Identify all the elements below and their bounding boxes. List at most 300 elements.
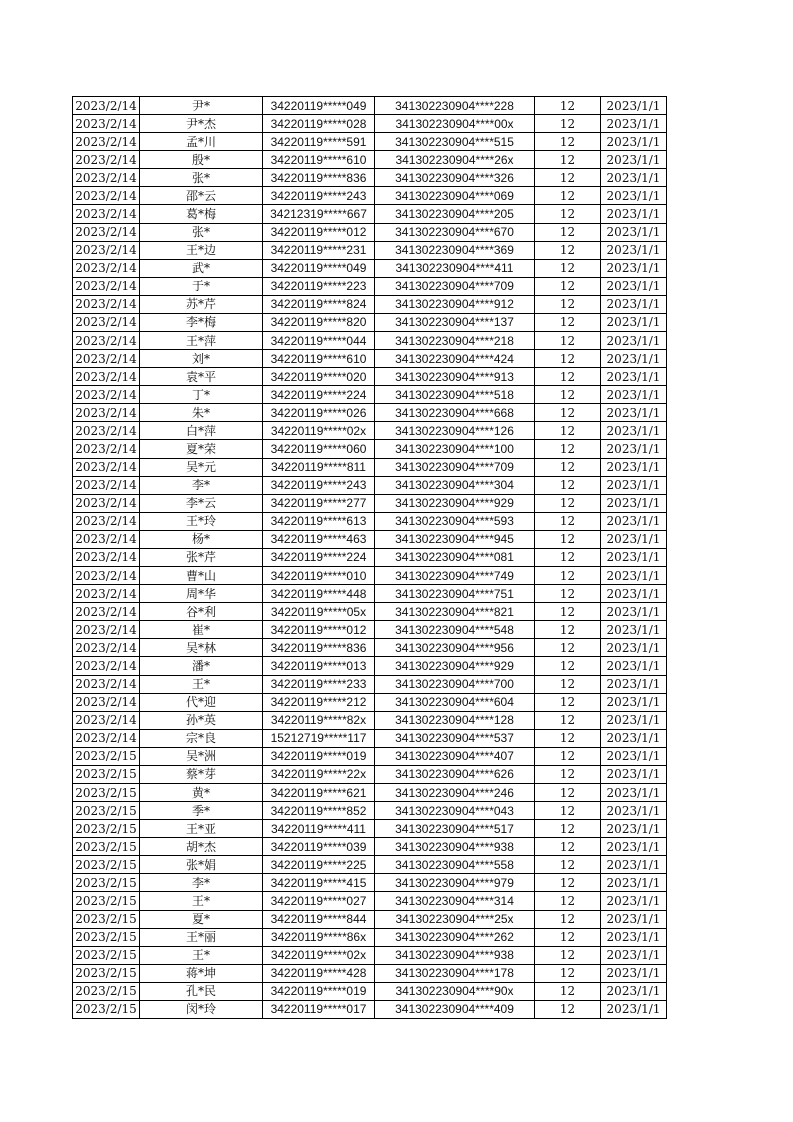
cell-date: 2023/2/14	[73, 386, 140, 404]
cell-account-number: 341302230904****246	[375, 783, 535, 801]
cell-date: 2023/2/15	[73, 820, 140, 838]
cell-months: 12	[535, 928, 601, 946]
cell-id-number: 34220119*****044	[263, 332, 375, 350]
cell-months: 12	[535, 259, 601, 277]
cell-account-number: 341302230904****043	[375, 802, 535, 820]
cell-date: 2023/2/14	[73, 115, 140, 133]
cell-start-date: 2023/1/1	[601, 422, 667, 440]
cell-name: 杨*	[140, 530, 263, 548]
cell-months: 12	[535, 133, 601, 151]
cell-account-number: 341302230904****938	[375, 838, 535, 856]
cell-date: 2023/2/14	[73, 313, 140, 331]
cell-date: 2023/2/15	[73, 1000, 140, 1018]
cell-id-number: 15212719*****117	[263, 729, 375, 747]
cell-start-date: 2023/1/1	[601, 386, 667, 404]
cell-id-number: 34220119*****231	[263, 241, 375, 259]
cell-name: 李*云	[140, 494, 263, 512]
cell-id-number: 34220119*****824	[263, 295, 375, 313]
table-row	[73, 151, 667, 169]
table-row	[73, 386, 667, 404]
table-row	[73, 350, 667, 368]
cell-name: 崔*	[140, 621, 263, 639]
cell-name: 潘*	[140, 657, 263, 675]
cell-start-date: 2023/1/1	[601, 783, 667, 801]
cell-name: 苏*芹	[140, 295, 263, 313]
table-row	[73, 820, 667, 838]
cell-months: 12	[535, 892, 601, 910]
cell-start-date: 2023/1/1	[601, 205, 667, 223]
cell-months: 12	[535, 585, 601, 603]
cell-start-date: 2023/1/1	[601, 1000, 667, 1018]
cell-date: 2023/2/14	[73, 693, 140, 711]
table-row	[73, 332, 667, 350]
cell-date: 2023/2/14	[73, 657, 140, 675]
cell-id-number: 34220119*****026	[263, 404, 375, 422]
cell-account-number: 341302230904****409	[375, 1000, 535, 1018]
cell-start-date: 2023/1/1	[601, 169, 667, 187]
cell-name: 李*梅	[140, 313, 263, 331]
cell-name: 尹*	[140, 97, 263, 115]
cell-months: 12	[535, 639, 601, 657]
cell-date: 2023/2/14	[73, 621, 140, 639]
table-row	[73, 874, 667, 892]
cell-start-date: 2023/1/1	[601, 350, 667, 368]
cell-months: 12	[535, 603, 601, 621]
cell-account-number: 341302230904****369	[375, 241, 535, 259]
cell-months: 12	[535, 910, 601, 928]
cell-start-date: 2023/1/1	[601, 259, 667, 277]
cell-months: 12	[535, 530, 601, 548]
table-row	[73, 313, 667, 331]
cell-date: 2023/2/14	[73, 133, 140, 151]
cell-months: 12	[535, 205, 601, 223]
cell-start-date: 2023/1/1	[601, 928, 667, 946]
cell-date: 2023/2/14	[73, 404, 140, 422]
cell-months: 12	[535, 277, 601, 295]
cell-account-number: 341302230904****670	[375, 223, 535, 241]
table-row	[73, 115, 667, 133]
cell-name: 王*玲	[140, 512, 263, 530]
cell-months: 12	[535, 440, 601, 458]
table-row	[73, 892, 667, 910]
cell-name: 白*萍	[140, 422, 263, 440]
cell-account-number: 341302230904****938	[375, 946, 535, 964]
table-row	[73, 711, 667, 729]
cell-name: 谷*利	[140, 603, 263, 621]
cell-id-number: 34220119*****010	[263, 567, 375, 585]
cell-date: 2023/2/15	[73, 747, 140, 765]
cell-id-number: 34220119*****019	[263, 747, 375, 765]
cell-account-number: 341302230904****751	[375, 585, 535, 603]
cell-start-date: 2023/1/1	[601, 838, 667, 856]
cell-start-date: 2023/1/1	[601, 567, 667, 585]
cell-date: 2023/2/15	[73, 802, 140, 820]
cell-start-date: 2023/1/1	[601, 368, 667, 386]
cell-account-number: 341302230904****518	[375, 386, 535, 404]
cell-start-date: 2023/1/1	[601, 693, 667, 711]
cell-account-number: 341302230904****626	[375, 765, 535, 783]
cell-id-number: 34220119*****012	[263, 621, 375, 639]
cell-months: 12	[535, 621, 601, 639]
table-row	[73, 783, 667, 801]
cell-start-date: 2023/1/1	[601, 765, 667, 783]
cell-name: 孙*英	[140, 711, 263, 729]
cell-name: 李*	[140, 476, 263, 494]
cell-months: 12	[535, 838, 601, 856]
cell-id-number: 34220119*****621	[263, 783, 375, 801]
cell-account-number: 341302230904****26x	[375, 151, 535, 169]
cell-start-date: 2023/1/1	[601, 440, 667, 458]
cell-months: 12	[535, 350, 601, 368]
table-row	[73, 838, 667, 856]
cell-account-number: 341302230904****081	[375, 548, 535, 566]
table-row	[73, 422, 667, 440]
cell-months: 12	[535, 856, 601, 874]
cell-months: 12	[535, 332, 601, 350]
table-row	[73, 404, 667, 422]
cell-date: 2023/2/14	[73, 530, 140, 548]
cell-name: 周*华	[140, 585, 263, 603]
table-row	[73, 458, 667, 476]
table-row	[73, 982, 667, 1000]
cell-account-number: 341302230904****515	[375, 133, 535, 151]
cell-id-number: 34220119*****039	[263, 838, 375, 856]
cell-id-number: 34220119*****428	[263, 964, 375, 982]
table-row	[73, 567, 667, 585]
cell-start-date: 2023/1/1	[601, 657, 667, 675]
cell-id-number: 34220119*****017	[263, 1000, 375, 1018]
cell-id-number: 34220119*****613	[263, 512, 375, 530]
table-row	[73, 277, 667, 295]
table-row	[73, 295, 667, 313]
cell-start-date: 2023/1/1	[601, 277, 667, 295]
cell-months: 12	[535, 747, 601, 765]
cell-start-date: 2023/1/1	[601, 946, 667, 964]
cell-id-number: 34220119*****411	[263, 820, 375, 838]
cell-account-number: 341302230904****537	[375, 729, 535, 747]
cell-start-date: 2023/1/1	[601, 910, 667, 928]
cell-name: 蒋*坤	[140, 964, 263, 982]
cell-name: 刘*	[140, 350, 263, 368]
cell-name: 王*	[140, 946, 263, 964]
table-row	[73, 765, 667, 783]
cell-name: 王*萍	[140, 332, 263, 350]
cell-account-number: 341302230904****979	[375, 874, 535, 892]
cell-id-number: 34220119*****277	[263, 494, 375, 512]
cell-account-number: 341302230904****593	[375, 512, 535, 530]
cell-id-number: 34220119*****610	[263, 151, 375, 169]
table-row	[73, 368, 667, 386]
cell-date: 2023/2/14	[73, 440, 140, 458]
cell-start-date: 2023/1/1	[601, 892, 667, 910]
cell-start-date: 2023/1/1	[601, 404, 667, 422]
table-row	[73, 494, 667, 512]
cell-start-date: 2023/1/1	[601, 802, 667, 820]
cell-name: 王*边	[140, 241, 263, 259]
table-row	[73, 603, 667, 621]
cell-account-number: 341302230904****411	[375, 259, 535, 277]
cell-months: 12	[535, 386, 601, 404]
cell-months: 12	[535, 711, 601, 729]
table-row	[73, 910, 667, 928]
cell-date: 2023/2/14	[73, 675, 140, 693]
cell-date: 2023/2/15	[73, 838, 140, 856]
cell-account-number: 341302230904****604	[375, 693, 535, 711]
cell-id-number: 34220119*****02x	[263, 946, 375, 964]
cell-account-number: 341302230904****548	[375, 621, 535, 639]
cell-date: 2023/2/14	[73, 639, 140, 657]
cell-date: 2023/2/14	[73, 151, 140, 169]
cell-account-number: 341302230904****137	[375, 313, 535, 331]
cell-months: 12	[535, 169, 601, 187]
table-row	[73, 476, 667, 494]
cell-date: 2023/2/14	[73, 241, 140, 259]
table-row	[73, 530, 667, 548]
cell-name: 王*	[140, 892, 263, 910]
cell-date: 2023/2/15	[73, 910, 140, 928]
table-row	[73, 223, 667, 241]
cell-months: 12	[535, 422, 601, 440]
cell-name: 吴*元	[140, 458, 263, 476]
cell-name: 孔*民	[140, 982, 263, 1000]
cell-name: 夏*	[140, 910, 263, 928]
cell-months: 12	[535, 946, 601, 964]
cell-id-number: 34220119*****060	[263, 440, 375, 458]
cell-account-number: 341302230904****700	[375, 675, 535, 693]
cell-account-number: 341302230904****128	[375, 711, 535, 729]
cell-account-number: 341302230904****912	[375, 295, 535, 313]
cell-id-number: 34220119*****012	[263, 223, 375, 241]
cell-date: 2023/2/15	[73, 856, 140, 874]
cell-account-number: 341302230904****25x	[375, 910, 535, 928]
cell-months: 12	[535, 458, 601, 476]
cell-start-date: 2023/1/1	[601, 476, 667, 494]
cell-name: 夏*荣	[140, 440, 263, 458]
table-row	[73, 928, 667, 946]
cell-id-number: 34220119*****836	[263, 169, 375, 187]
cell-account-number: 341302230904****424	[375, 350, 535, 368]
table-row	[73, 675, 667, 693]
cell-date: 2023/2/14	[73, 97, 140, 115]
cell-start-date: 2023/1/1	[601, 512, 667, 530]
cell-account-number: 341302230904****126	[375, 422, 535, 440]
cell-start-date: 2023/1/1	[601, 603, 667, 621]
cell-name: 张*	[140, 169, 263, 187]
cell-id-number: 34220119*****225	[263, 856, 375, 874]
cell-name: 孟*川	[140, 133, 263, 151]
cell-name: 武*	[140, 259, 263, 277]
cell-date: 2023/2/15	[73, 783, 140, 801]
cell-start-date: 2023/1/1	[601, 530, 667, 548]
cell-account-number: 341302230904****205	[375, 205, 535, 223]
cell-name: 丁*	[140, 386, 263, 404]
cell-date: 2023/2/14	[73, 295, 140, 313]
cell-date: 2023/2/14	[73, 332, 140, 350]
cell-months: 12	[535, 313, 601, 331]
cell-months: 12	[535, 982, 601, 1000]
cell-id-number: 34220119*****049	[263, 97, 375, 115]
table-row	[73, 802, 667, 820]
cell-months: 12	[535, 802, 601, 820]
table-row	[73, 133, 667, 151]
cell-id-number: 34220119*****224	[263, 386, 375, 404]
table-row	[73, 259, 667, 277]
cell-months: 12	[535, 567, 601, 585]
cell-account-number: 341302230904****326	[375, 169, 535, 187]
table-row	[73, 729, 667, 747]
cell-id-number: 34220119*****027	[263, 892, 375, 910]
cell-date: 2023/2/15	[73, 874, 140, 892]
cell-account-number: 341302230904****668	[375, 404, 535, 422]
cell-date: 2023/2/14	[73, 187, 140, 205]
cell-id-number: 34220119*****212	[263, 693, 375, 711]
table-row	[73, 97, 667, 115]
cell-name: 殷*	[140, 151, 263, 169]
cell-account-number: 341302230904****069	[375, 187, 535, 205]
cell-start-date: 2023/1/1	[601, 295, 667, 313]
cell-id-number: 34220119*****86x	[263, 928, 375, 946]
cell-account-number: 341302230904****821	[375, 603, 535, 621]
cell-date: 2023/2/15	[73, 928, 140, 946]
cell-id-number: 34220119*****852	[263, 802, 375, 820]
table-row	[73, 856, 667, 874]
cell-months: 12	[535, 765, 601, 783]
cell-id-number: 34220119*****019	[263, 982, 375, 1000]
cell-id-number: 34220119*****415	[263, 874, 375, 892]
cell-date: 2023/2/14	[73, 585, 140, 603]
cell-start-date: 2023/1/1	[601, 151, 667, 169]
records-table	[72, 96, 667, 1019]
table-row	[73, 657, 667, 675]
cell-account-number: 341302230904****00x	[375, 115, 535, 133]
cell-id-number: 34220119*****836	[263, 639, 375, 657]
cell-start-date: 2023/1/1	[601, 856, 667, 874]
cell-account-number: 341302230904****945	[375, 530, 535, 548]
cell-account-number: 341302230904****517	[375, 820, 535, 838]
cell-months: 12	[535, 476, 601, 494]
cell-months: 12	[535, 494, 601, 512]
cell-id-number: 34220119*****224	[263, 548, 375, 566]
cell-months: 12	[535, 675, 601, 693]
cell-start-date: 2023/1/1	[601, 494, 667, 512]
cell-date: 2023/2/14	[73, 259, 140, 277]
cell-id-number: 34220119*****243	[263, 187, 375, 205]
cell-id-number: 34212319*****667	[263, 205, 375, 223]
cell-date: 2023/2/14	[73, 422, 140, 440]
cell-months: 12	[535, 241, 601, 259]
cell-date: 2023/2/14	[73, 350, 140, 368]
cell-name: 闵*玲	[140, 1000, 263, 1018]
cell-months: 12	[535, 295, 601, 313]
cell-account-number: 341302230904****304	[375, 476, 535, 494]
cell-account-number: 341302230904****100	[375, 440, 535, 458]
table-row	[73, 548, 667, 566]
table-row	[73, 621, 667, 639]
cell-months: 12	[535, 657, 601, 675]
cell-name: 葛*梅	[140, 205, 263, 223]
cell-date: 2023/2/14	[73, 729, 140, 747]
cell-id-number: 34220119*****05x	[263, 603, 375, 621]
cell-date: 2023/2/14	[73, 277, 140, 295]
cell-id-number: 34220119*****448	[263, 585, 375, 603]
table-row	[73, 946, 667, 964]
cell-account-number: 341302230904****262	[375, 928, 535, 946]
table-row	[73, 205, 667, 223]
cell-name: 黄*	[140, 783, 263, 801]
cell-date: 2023/2/14	[73, 205, 140, 223]
cell-name: 张*娟	[140, 856, 263, 874]
cell-date: 2023/2/14	[73, 494, 140, 512]
cell-account-number: 341302230904****218	[375, 332, 535, 350]
cell-name: 王*	[140, 675, 263, 693]
cell-account-number: 341302230904****929	[375, 657, 535, 675]
cell-start-date: 2023/1/1	[601, 313, 667, 331]
cell-months: 12	[535, 97, 601, 115]
table-row	[73, 512, 667, 530]
cell-date: 2023/2/15	[73, 964, 140, 982]
cell-months: 12	[535, 964, 601, 982]
cell-id-number: 34220119*****223	[263, 277, 375, 295]
cell-start-date: 2023/1/1	[601, 223, 667, 241]
cell-date: 2023/2/14	[73, 711, 140, 729]
cell-name: 朱*	[140, 404, 263, 422]
cell-name: 代*迎	[140, 693, 263, 711]
cell-name: 王*亚	[140, 820, 263, 838]
cell-date: 2023/2/14	[73, 476, 140, 494]
table-row	[73, 693, 667, 711]
cell-date: 2023/2/14	[73, 223, 140, 241]
cell-date: 2023/2/14	[73, 603, 140, 621]
cell-months: 12	[535, 223, 601, 241]
cell-name: 张*芹	[140, 548, 263, 566]
table-row	[73, 440, 667, 458]
cell-id-number: 34220119*****028	[263, 115, 375, 133]
cell-name: 袁*平	[140, 368, 263, 386]
cell-name: 蔡*芽	[140, 765, 263, 783]
cell-months: 12	[535, 1000, 601, 1018]
table-row	[73, 747, 667, 765]
cell-start-date: 2023/1/1	[601, 133, 667, 151]
cell-months: 12	[535, 874, 601, 892]
cell-name: 王*丽	[140, 928, 263, 946]
cell-start-date: 2023/1/1	[601, 964, 667, 982]
cell-date: 2023/2/14	[73, 458, 140, 476]
cell-account-number: 341302230904****709	[375, 458, 535, 476]
cell-date: 2023/2/14	[73, 169, 140, 187]
cell-name: 曹*山	[140, 567, 263, 585]
cell-months: 12	[535, 729, 601, 747]
table-row	[73, 639, 667, 657]
cell-months: 12	[535, 820, 601, 838]
cell-id-number: 34220119*****049	[263, 259, 375, 277]
cell-account-number: 341302230904****90x	[375, 982, 535, 1000]
cell-account-number: 341302230904****314	[375, 892, 535, 910]
cell-months: 12	[535, 151, 601, 169]
cell-name: 邵*云	[140, 187, 263, 205]
cell-id-number: 34220119*****22x	[263, 765, 375, 783]
cell-months: 12	[535, 187, 601, 205]
cell-start-date: 2023/1/1	[601, 639, 667, 657]
cell-account-number: 341302230904****407	[375, 747, 535, 765]
cell-start-date: 2023/1/1	[601, 675, 667, 693]
cell-id-number: 34220119*****243	[263, 476, 375, 494]
cell-name: 胡*杰	[140, 838, 263, 856]
cell-date: 2023/2/14	[73, 512, 140, 530]
cell-id-number: 34220119*****820	[263, 313, 375, 331]
table-row	[73, 964, 667, 982]
cell-name: 尹*杰	[140, 115, 263, 133]
cell-id-number: 34220119*****591	[263, 133, 375, 151]
